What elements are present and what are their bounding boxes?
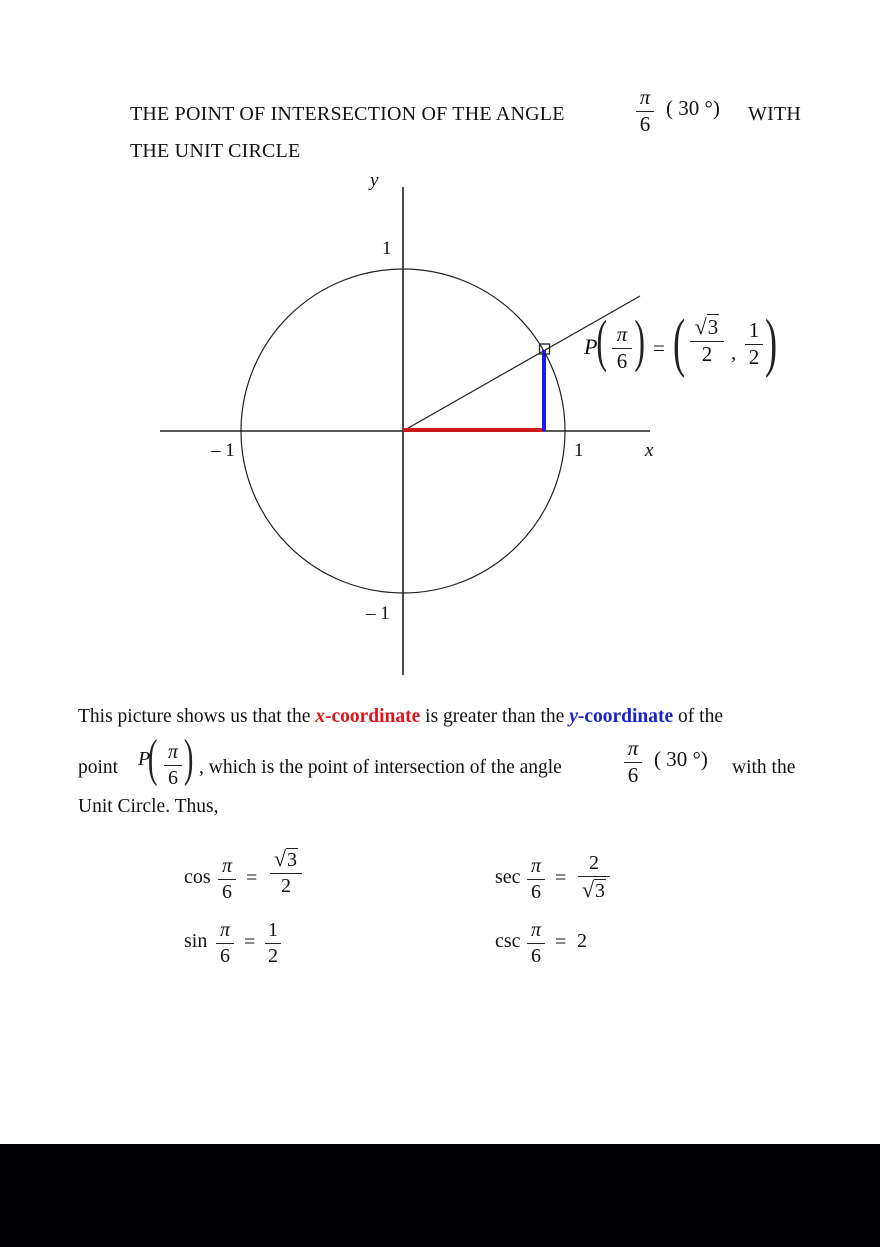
point-comma: , bbox=[731, 340, 737, 364]
text: of the bbox=[673, 706, 723, 727]
x-word: -coordinate bbox=[324, 706, 421, 727]
x-coordinate-highlight bbox=[315, 706, 420, 727]
point-x-numerator bbox=[690, 316, 724, 338]
fraction-bar bbox=[527, 943, 545, 944]
point-y-denominator: 2 bbox=[748, 345, 760, 369]
fraction-bar bbox=[218, 879, 236, 880]
text: is greater than the bbox=[420, 706, 570, 727]
numerator: π bbox=[530, 855, 542, 877]
equals: = bbox=[246, 867, 258, 889]
right-paren: ) bbox=[183, 730, 194, 787]
arg-fraction bbox=[527, 920, 545, 966]
value-fraction bbox=[270, 848, 302, 896]
arg-fraction bbox=[216, 920, 234, 966]
fraction-bar bbox=[527, 879, 545, 880]
y-axis-label: y bbox=[370, 170, 379, 191]
point-x-denominator: 2 bbox=[701, 342, 713, 366]
numerator: π bbox=[167, 741, 179, 763]
point-label-P: P bbox=[584, 334, 598, 359]
tick-x-positive: 1 bbox=[574, 440, 584, 461]
fn-name: csc bbox=[495, 930, 521, 952]
paragraph-line-1 bbox=[78, 706, 723, 728]
black-footer-bar bbox=[0, 1144, 880, 1247]
fraction-bar bbox=[270, 873, 302, 874]
value-fraction bbox=[578, 853, 610, 901]
paragraph-angle-fraction bbox=[624, 738, 642, 786]
denominator: 6 bbox=[220, 945, 230, 967]
numerator: π bbox=[221, 855, 233, 877]
paragraph-line-2-end: with the bbox=[732, 757, 796, 778]
numerator bbox=[270, 848, 302, 870]
y-word: -coordinate bbox=[577, 706, 674, 727]
fraction-bar bbox=[265, 943, 281, 944]
paragraph-line-2: , which is the point of intersection of the angle bbox=[199, 757, 562, 778]
paragraph-angle-degrees: ( 30 °) bbox=[654, 747, 708, 771]
fn-name: sin bbox=[184, 930, 208, 952]
numerator: π bbox=[530, 919, 542, 941]
fn-name: cos bbox=[184, 866, 211, 888]
numerator: 1 bbox=[268, 919, 278, 941]
sqrt-icon: √ bbox=[694, 314, 707, 339]
arg-fraction bbox=[218, 856, 236, 902]
paragraph-point-word: point bbox=[78, 757, 119, 778]
point-arg-numerator: π bbox=[616, 322, 628, 346]
title-angle-denominator: 6 bbox=[639, 112, 651, 136]
denominator: 6 bbox=[531, 881, 541, 903]
radicand: 3 bbox=[707, 315, 719, 339]
equals: = bbox=[244, 931, 256, 953]
paragraph-P: P bbox=[138, 748, 151, 770]
denominator: 2 bbox=[268, 945, 278, 967]
y-coordinate-highlight bbox=[569, 706, 673, 727]
denominator: 6 bbox=[531, 945, 541, 967]
sqrt-icon: √ bbox=[581, 877, 595, 902]
title-angle-degrees: ( 30 °) bbox=[666, 96, 720, 120]
denominator bbox=[578, 879, 610, 901]
title-line-2: THE UNIT CIRCLE bbox=[130, 140, 301, 162]
denominator: 6 bbox=[168, 767, 178, 789]
numerator: 2 bbox=[589, 852, 599, 874]
equals: = bbox=[555, 931, 567, 953]
text: This picture shows us that the bbox=[78, 706, 316, 727]
x-var: x bbox=[315, 706, 325, 727]
point-y-numerator: 1 bbox=[748, 318, 760, 342]
tick-y-negative: – 1 bbox=[366, 603, 390, 624]
sqrt-icon: √ bbox=[273, 846, 287, 871]
tick-x-negative: – 1 bbox=[211, 440, 235, 461]
fraction-bar bbox=[164, 765, 182, 766]
left-paren-large: ( bbox=[672, 306, 686, 379]
title-line-1: THE POINT OF INTERSECTION OF THE ANGLE bbox=[130, 103, 565, 125]
title-line-1-end: WITH bbox=[748, 103, 801, 125]
value-fraction bbox=[265, 920, 281, 966]
denominator: 6 bbox=[222, 881, 232, 903]
point-y-fraction bbox=[745, 320, 763, 368]
value: 2 bbox=[577, 930, 587, 952]
numerator: π bbox=[219, 919, 231, 941]
paragraph-line-3: Unit Circle. Thus, bbox=[78, 796, 219, 817]
left-paren: ( bbox=[147, 730, 158, 787]
numerator: π bbox=[627, 736, 639, 760]
paragraph-point-arg-fraction bbox=[164, 742, 182, 788]
right-paren-large: ) bbox=[764, 306, 778, 379]
arg-fraction bbox=[527, 856, 545, 902]
point-arg-denominator: 6 bbox=[616, 349, 628, 373]
point-x-fraction bbox=[690, 316, 724, 365]
title-angle-numerator: π bbox=[639, 85, 651, 109]
point-arg-fraction bbox=[612, 324, 632, 372]
equals: = bbox=[555, 867, 567, 889]
y-var: y bbox=[569, 706, 578, 727]
x-axis-label: x bbox=[645, 440, 654, 461]
denominator: 2 bbox=[281, 875, 291, 897]
fn-name: sec bbox=[495, 866, 521, 888]
radicand: 3 bbox=[287, 849, 298, 871]
tick-y-positive: 1 bbox=[382, 238, 392, 259]
fraction-bar bbox=[216, 943, 234, 944]
radicand: 3 bbox=[595, 880, 606, 902]
point-equals: = bbox=[653, 336, 665, 360]
denominator: 6 bbox=[627, 763, 639, 787]
right-paren: ) bbox=[634, 308, 645, 373]
left-paren: ( bbox=[596, 308, 607, 373]
